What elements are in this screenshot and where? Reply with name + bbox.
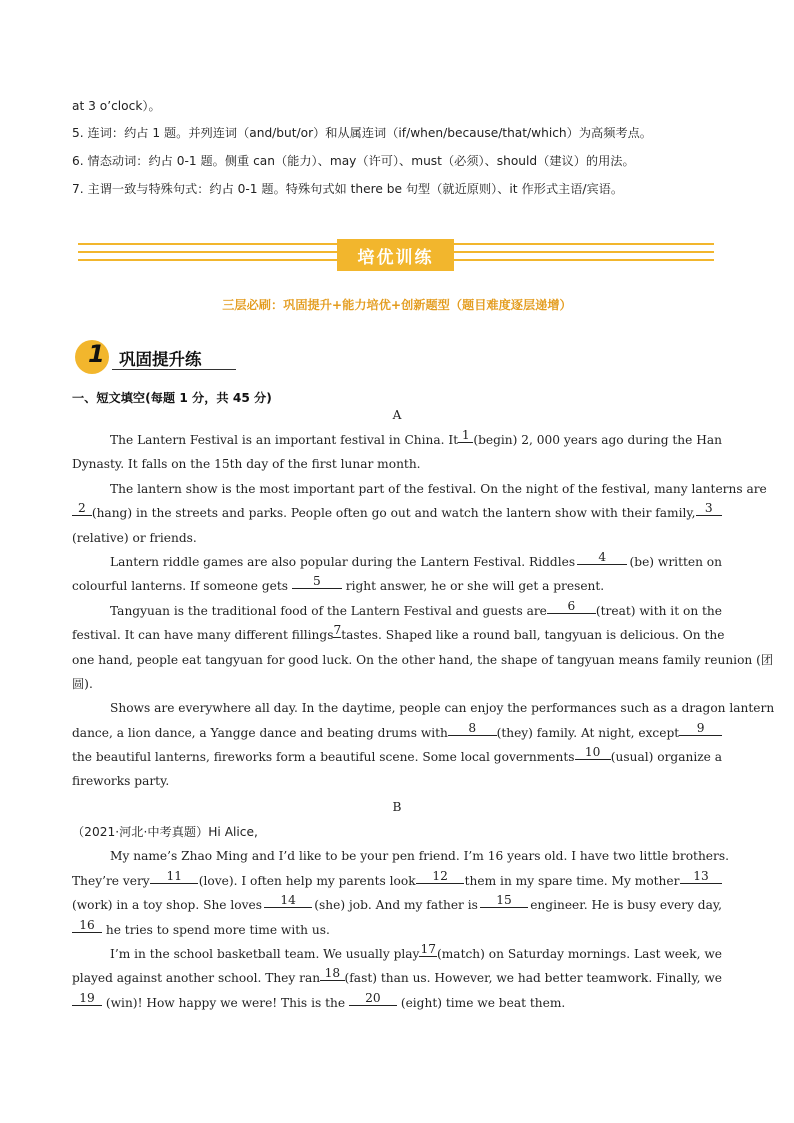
text-line: Lantern riddle games are also popular during the Lantern Festival. Riddles 4 (be) written on (110, 549, 722, 569)
text-line: festival. It can have many different fillings 7 tastes. Shaped like a round ball, tangyuan is delicious. On the (72, 623, 725, 643)
text-line: （2021·河北·中考真题）Hi Alice, (72, 825, 258, 839)
answer-blank[interactable]: 2 (72, 501, 92, 516)
passage-a (72, 428, 775, 794)
text-line: They’re very 11 (love). I often help my parents look 12 them in my spare time. My mother 13 (72, 869, 722, 893)
text-line: 16 he tries to spend more time with us. (72, 918, 722, 942)
text-line: 圆). (72, 676, 93, 691)
answer-blank[interactable]: 1 (458, 428, 473, 443)
text-line: played against another school. They ran 18 (fast) than us. However, we had better teamwork. Finally, we (72, 966, 722, 986)
answer-blank[interactable]: 9 (679, 721, 722, 736)
answer-blank[interactable]: 20 (349, 991, 397, 1006)
answer-blank[interactable]: 13 (680, 869, 722, 884)
note-line: 7. 主谓一致与特殊句式：约占 0-1 题。特殊句式如 there be 句型（就近原则）、it 作形式主语/宾语。 (72, 182, 624, 196)
answer-blank[interactable]: 3 (696, 501, 722, 516)
text-line: (relative) or friends. (72, 530, 197, 545)
text-line: My name’s Zhao Ming and I’d like to be your pen friend. I’m 16 years old. I have two little brothers. (110, 849, 729, 864)
answer-blank[interactable]: 6 (547, 599, 596, 614)
text-line: The lantern show is the most important part of the festival. On the night of the festival, many lanterns are (110, 481, 767, 496)
banner-title: 培优训练 (337, 239, 454, 271)
text-line: I’m in the school basketball team. We usually play 17 (match) on Saturday mornings. Last week, we (110, 941, 722, 961)
answer-blank[interactable]: 17 (420, 941, 436, 956)
text-line: dance, a lion dance, a Yangge dance and beating drums with 8 (they) family. At night, except 9 (72, 721, 722, 745)
answer-blank[interactable]: 15 (480, 893, 528, 908)
passage-label: B (392, 800, 402, 814)
text-line: The Lantern Festival is an important festival in China. It 1 (begin) 2, 000 years ago during the Han (110, 428, 722, 447)
answer-blank[interactable]: 5 (292, 574, 342, 589)
answer-blank[interactable]: 8 (448, 721, 497, 736)
answer-blank[interactable]: 14 (264, 893, 312, 908)
section-title: 巩固提升练 (119, 350, 202, 369)
text-line: fireworks party. (72, 774, 170, 789)
passage-b (72, 820, 729, 1015)
text-line: 2 (hang) in the streets and parks. People often go out and watch the lantern show with their family, 3 (72, 501, 722, 525)
text-line: Shows are everywhere all day. In the daytime, people can enjoy the performances such as a dragon lantern (110, 701, 775, 716)
answer-blank[interactable]: 10 (575, 745, 611, 760)
answer-blank[interactable]: 19 (72, 991, 102, 1006)
note-line: 5. 连词：约占 1 题。并列连词（and/but/or）和从属连词（if/when/because/that/which）为高频考点。 (72, 126, 652, 140)
answer-blank[interactable]: 12 (416, 869, 464, 884)
text-line: colourful lanterns. If someone gets 5 right answer, he or she will get a present. (72, 574, 605, 594)
answer-blank[interactable]: 16 (72, 918, 102, 933)
text-line: the beautiful lanterns, fireworks form a beautiful scene. Some local governments 10 (usual) organize a (72, 745, 722, 765)
answer-blank[interactable]: 11 (150, 869, 198, 884)
text-line: one hand, people eat tangyuan for good luck. On the other hand, the shape of tangyuan means family reunion (团 (72, 652, 774, 667)
question-heading: 一、短文填空(每题 1 分，共 45 分) (72, 391, 272, 405)
answer-blank[interactable]: 4 (577, 550, 627, 565)
section-number: 1 (88, 340, 105, 368)
text-line: (work) in a toy shop. She loves 14 (she) job. And my father is 15 engineer. He is busy every day, (72, 893, 722, 913)
answer-blank[interactable]: 7 (333, 623, 342, 638)
note-line: 6. 情态动词：约占 0-1 题。侧重 can（能力）、may（许可）、must（必须）、should（建议）的用法。 (72, 154, 635, 168)
text-line: Dynasty. It falls on the 15th day of the first lunar month. (72, 457, 421, 472)
text-line: 19 (win)! How happy we were! This is the 20 (eight) time we beat them. (72, 991, 722, 1015)
subtitle: 三层必刷：巩固提升+能力培优+创新题型（题目难度逐层递增） (222, 298, 572, 312)
text-line: Tangyuan is the traditional food of the Lantern Festival and guests are 6 (treat) with it on the (110, 598, 722, 618)
section-underline (112, 369, 236, 370)
answer-blank[interactable]: 18 (320, 966, 344, 981)
note-line: at 3 o’clock）。 (72, 99, 161, 113)
passage-label: A (392, 408, 402, 422)
